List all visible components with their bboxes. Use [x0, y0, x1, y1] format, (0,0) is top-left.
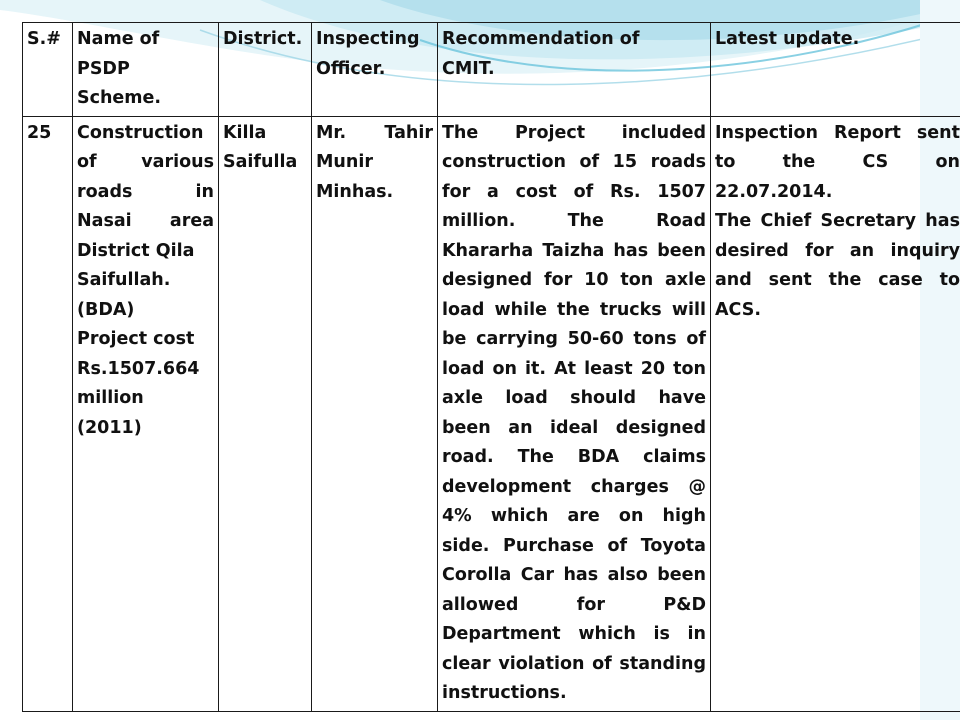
header-latest-update: Latest update.	[711, 23, 960, 117]
header-serial: S.#	[23, 23, 73, 117]
header-recommendation: Recommendation of CMIT.	[438, 23, 711, 117]
table-header-row	[23, 23, 960, 117]
cell-latest-update: Inspection Report sent to the CS on 22.07.2014. The Chief Secretary has desired for an inquiry and sent the case to ACS.	[711, 116, 960, 711]
header-inspecting-officer: Inspecting Officer.	[312, 23, 438, 117]
cell-recommendation: The Project included construction of 15 roads for a cost of Rs. 1507 million. The Road Khararha Taizha has been designed for 10 ton axle load while the trucks will be carrying 50-60 tons of load on it. At least 20 ton axle load should have been an ideal designed road. The BDA claims development charges @ 4% which are on high side. Purchase of Toyota Corolla Car has also been allowed for P&D Department which is in clear violation of standing instructions.	[438, 116, 711, 711]
cell-inspecting-officer: Mr. Tahir Munir Minhas.	[312, 116, 438, 711]
cell-serial: 25	[23, 116, 73, 711]
table-row	[23, 116, 960, 711]
psdp-inspection-table	[22, 22, 960, 712]
header-scheme-name: Name of PSDP Scheme.	[73, 23, 219, 117]
cell-district: Killa Saifulla	[219, 116, 312, 711]
cell-scheme-name: Construction of various roads in Nasai area District Qila Saifullah. (BDA) Project cost Rs.1507.664 million (2011)	[73, 116, 219, 711]
header-district: District.	[219, 23, 312, 117]
